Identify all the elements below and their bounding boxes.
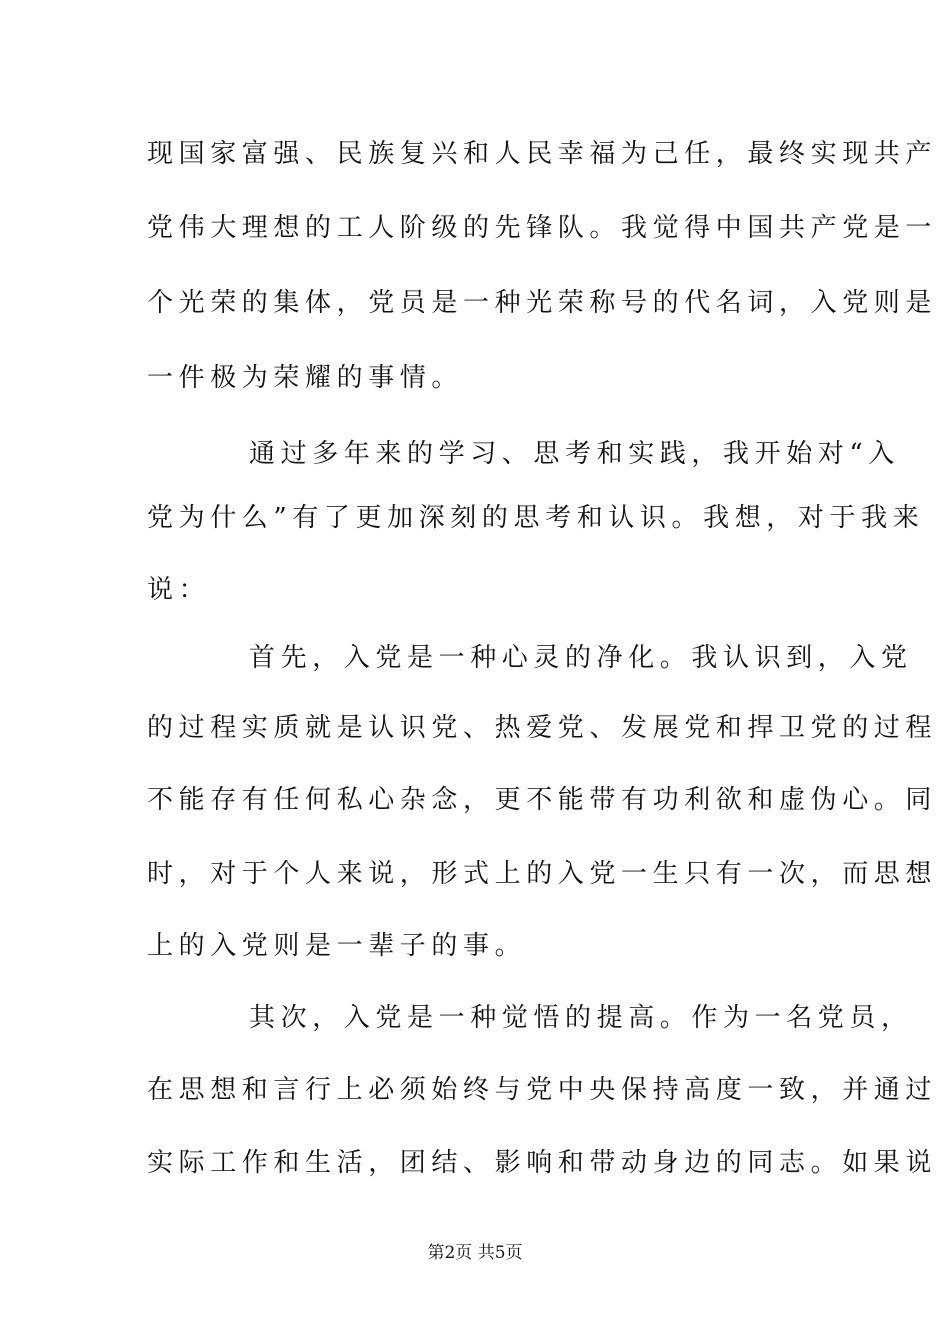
body-text-line: 说：	[147, 575, 211, 605]
body-text-line: 的过程实质就是认识党、热爱党、发展党和捍卫党的过程	[147, 713, 938, 743]
body-text-line: 个光荣的集体，党员是一种光荣称号的代名词，入党则是	[147, 288, 938, 318]
body-text-line: 党伟大理想的工人阶级的先锋队。我觉得中国共产党是一	[147, 213, 938, 243]
page-total: 共5页	[477, 1243, 523, 1263]
page-footer	[0, 1241, 950, 1265]
body-text-line: 在思想和言行上必须始终与党中央保持高度一致，并通过	[147, 1075, 938, 1105]
page-number: 第2页	[427, 1243, 473, 1263]
paragraph-first-line: 其次，入党是一种觉悟的提高。作为一名党员，	[249, 1003, 913, 1033]
body-text-line: 现国家富强、民族复兴和人民幸福为己任，最终实现共产	[147, 139, 938, 169]
paragraph-first-line: 首先，入党是一种心灵的净化。我认识到，入党	[249, 643, 913, 673]
body-text-line: 党为什么”有了更加深刻的思考和认识。我想，对于我来	[147, 503, 925, 533]
body-text-line: 时，对于个人来说，形式上的入党一生只有一次，而思想	[147, 859, 938, 889]
paragraph-first-line: 通过多年来的学习、思考和实践，我开始对“入	[249, 439, 900, 469]
body-text-line: 不能存有任何私心杂念，更不能带有功利欲和虚伪心。同	[147, 785, 938, 815]
body-text-line: 实际工作和生活，团结、影响和带动身边的同志。如果说	[147, 1148, 938, 1178]
body-text-line: 一件极为荣耀的事情。	[147, 363, 464, 393]
body-text-line: 上的入党则是一辈子的事。	[147, 931, 527, 961]
